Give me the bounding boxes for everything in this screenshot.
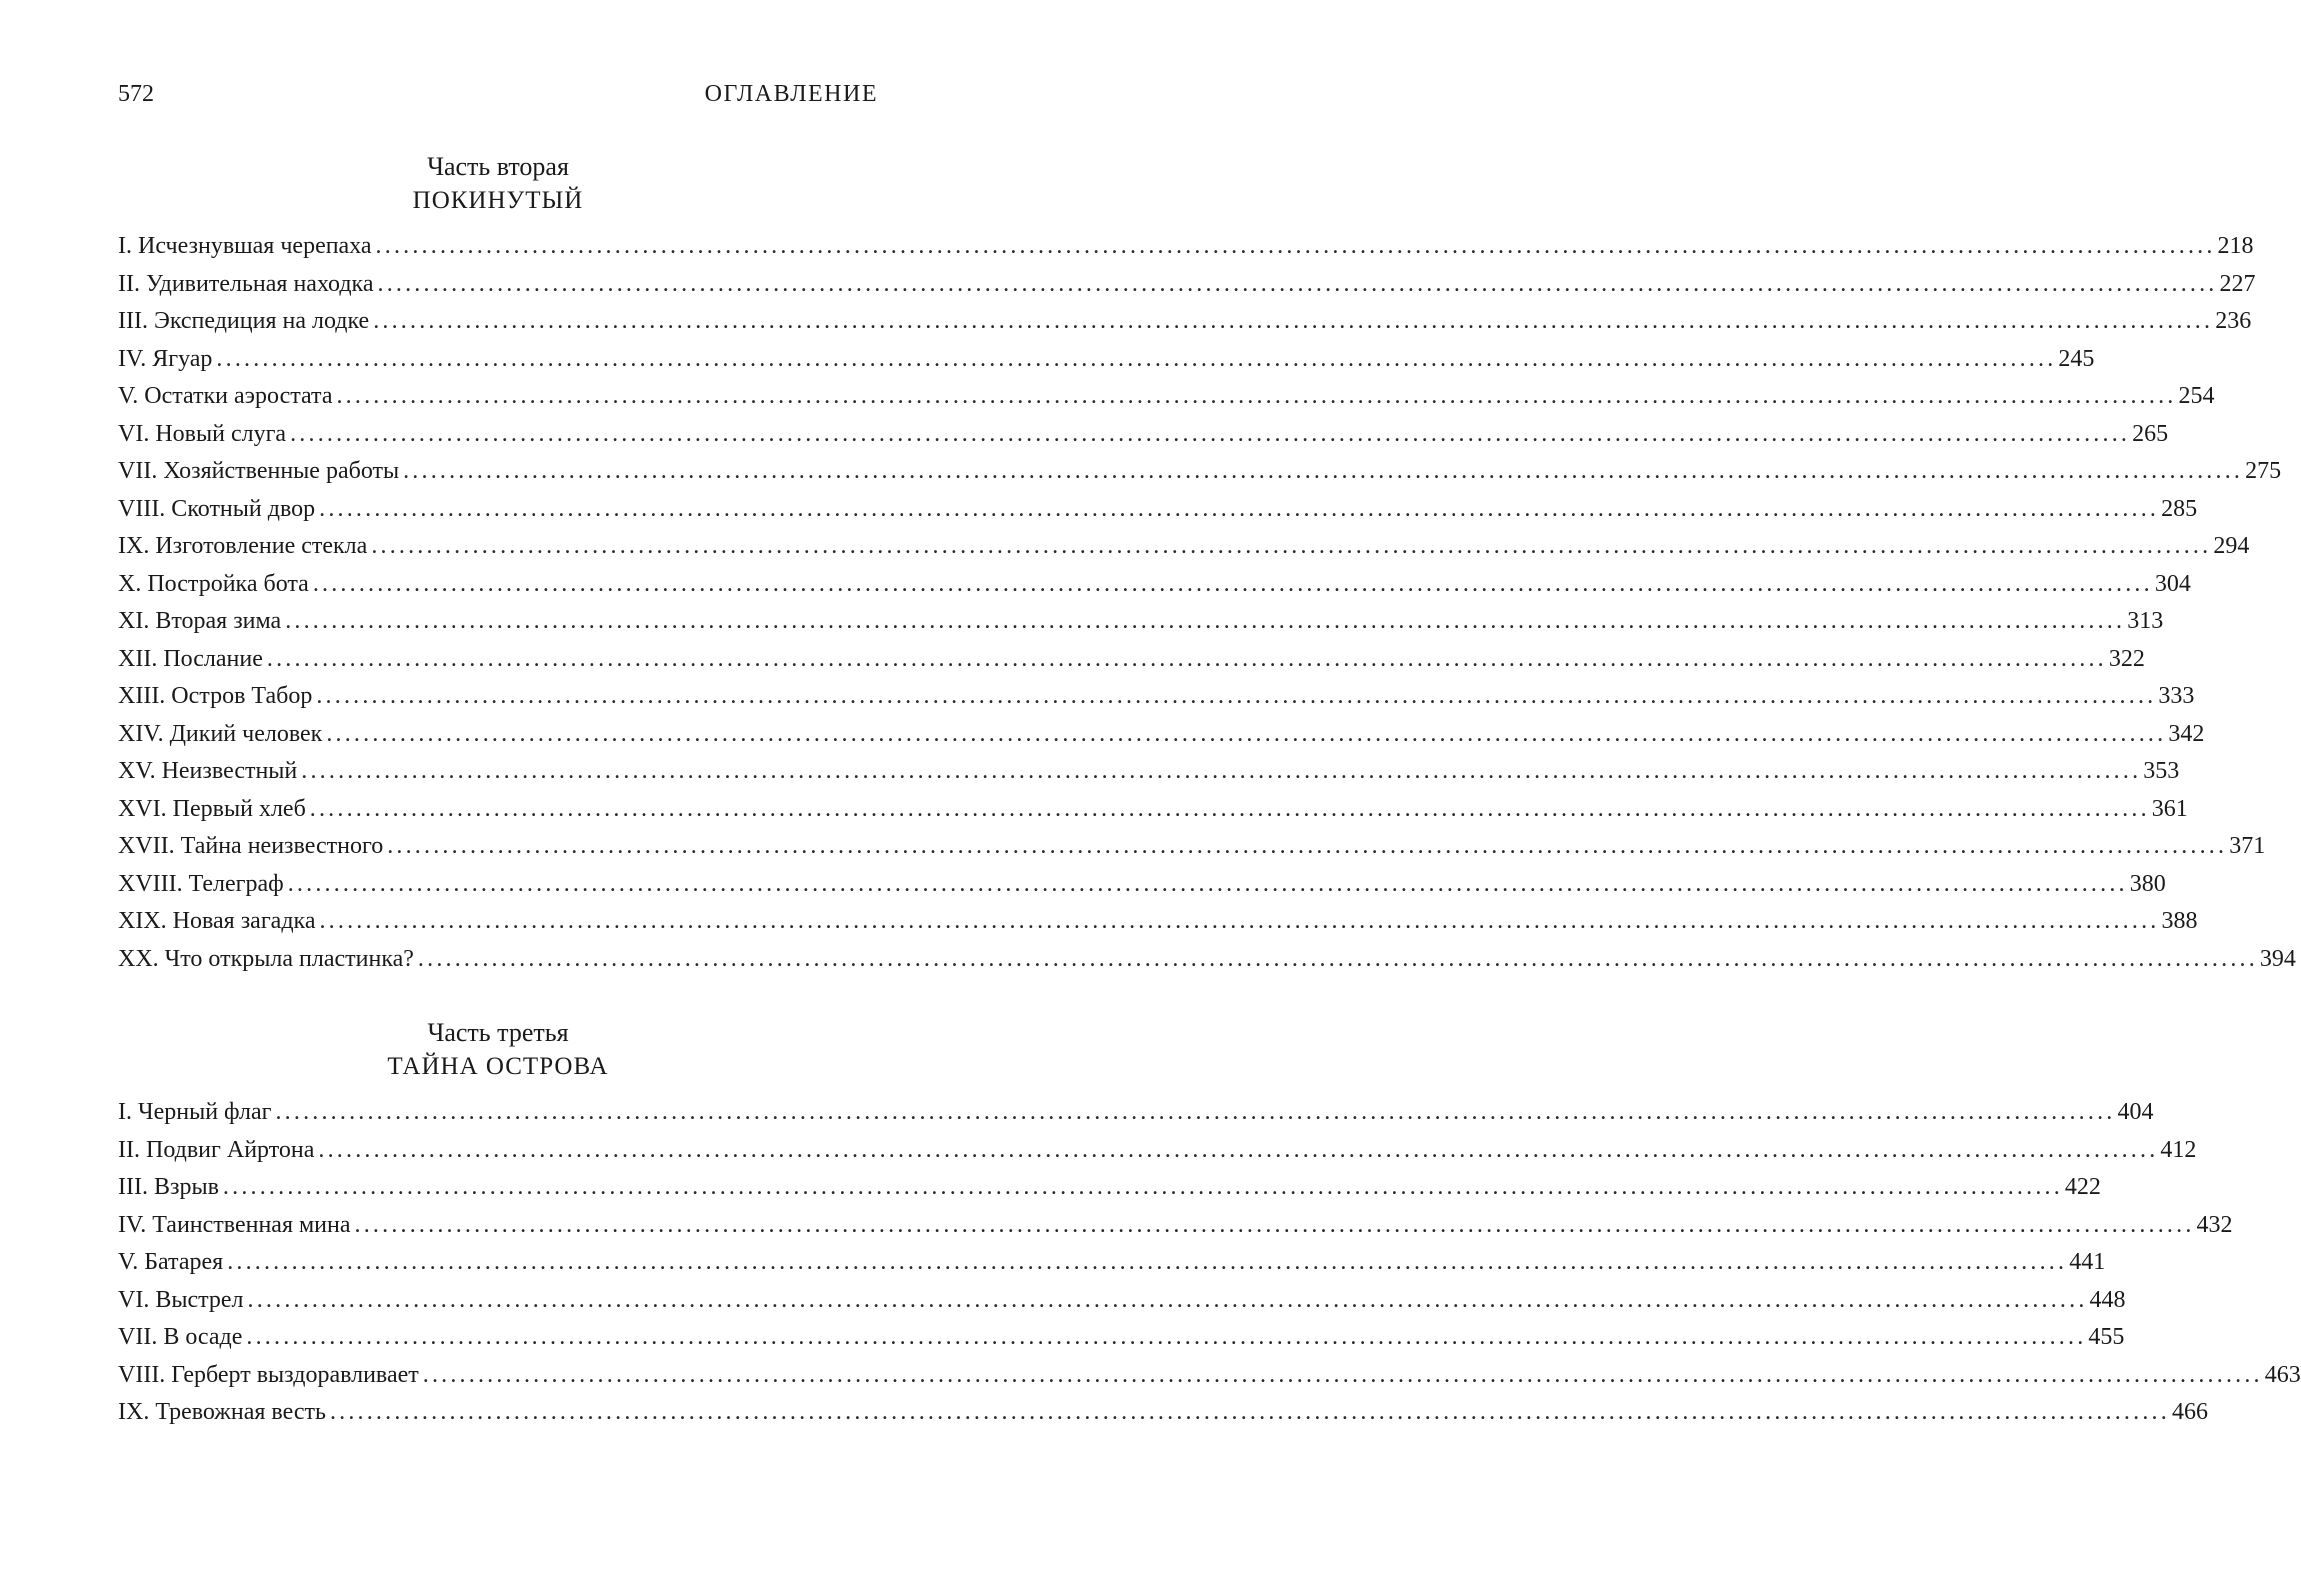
toc-entry	[118, 828, 2266, 866]
chapter-page-number: 380	[2129, 870, 2166, 897]
chapter-title: II. Подвиг Айртона	[118, 1136, 315, 1163]
part-subtitle: ПОКИНУТЫЙ	[412, 187, 584, 214]
chapter-title: VIII. Герберт выздоравливает	[118, 1361, 419, 1388]
running-title: ОГЛАВЛЕНИЕ	[704, 81, 878, 107]
chapter-title: V. Батарея	[118, 1249, 224, 1275]
dot-leader: ........................................................................................................................................................................................................	[216, 345, 2057, 372]
toc-entry	[118, 903, 2198, 941]
chapter-title: I. Исчезнувшая черепаха	[118, 233, 372, 259]
chapter-title: XVIII. Телеграф	[118, 870, 284, 897]
chapter-page-number: 388	[2161, 908, 2198, 934]
chapter-page-number: 463	[2264, 1361, 2301, 1388]
dot-leader: ........................................................................................................................................................................................................	[417, 945, 2258, 972]
toc-entry	[118, 1094, 2154, 1132]
part-subtitle: ТАЙНА ОСТРОВА	[387, 1053, 609, 1080]
chapter-page-number: 448	[2089, 1286, 2126, 1313]
chapter-title: XIV. Дикий человек	[118, 720, 323, 747]
dot-leader: ........................................................................................................................................................................................................	[275, 1099, 2116, 1125]
chapter-title: IV. Ягуар	[118, 345, 213, 372]
chapter-title: VII. Хозяйственные работы	[118, 458, 400, 484]
chapter-page-number: 333	[2158, 683, 2195, 709]
chapter-page-number: 353	[2143, 758, 2180, 784]
toc-entry	[118, 1132, 2197, 1170]
dot-leader: ........................................................................................................................................................................................................	[422, 1361, 2263, 1388]
chapter-title: VI. Выстрел	[118, 1286, 244, 1313]
chapter-title: XV. Неизвестный	[118, 758, 298, 784]
chapter-page-number: 466	[2171, 1399, 2208, 1425]
toc-section-part-three	[118, 1016, 2301, 1432]
chapter-title: XI. Вторая зима	[118, 608, 282, 634]
dot-leader: ........................................................................................................................................................................................................	[227, 1249, 2068, 1275]
toc-entry	[118, 303, 2252, 341]
dot-leader: ........................................................................................................................................................................................................	[326, 720, 2167, 747]
dot-leader: ........................................................................................................................................................................................................	[373, 308, 2214, 334]
dot-leader: ........................................................................................................................................................................................................	[336, 383, 2177, 409]
chapter-title: XX. Что открыла пластинка?	[118, 945, 414, 972]
dot-leader: ........................................................................................................................................................................................................	[329, 1399, 2170, 1425]
chapter-title: V. Остатки аэростата	[118, 383, 333, 409]
dot-leader: ........................................................................................................................................................................................................	[387, 833, 2228, 859]
chapter-page-number: 361	[2151, 795, 2188, 822]
dot-leader: ........................................................................................................................................................................................................	[222, 1174, 2063, 1200]
toc-entry	[118, 603, 2164, 641]
toc-entry	[118, 416, 2169, 454]
chapter-title: XVII. Тайна неизвестного	[118, 833, 384, 859]
toc-entry	[118, 1357, 2301, 1395]
dot-leader: ........................................................................................................................................................................................................	[316, 683, 2157, 709]
page-number: 572	[118, 81, 154, 107]
chapter-title: X. Постройка бота	[118, 570, 309, 597]
toc-entry	[118, 1169, 2101, 1207]
chapter-page-number: 342	[2168, 720, 2205, 747]
dot-leader: ........................................................................................................................................................................................................	[309, 795, 2150, 822]
chapter-page-number: 432	[2196, 1211, 2233, 1238]
toc-entry	[118, 716, 2205, 754]
toc-entry	[118, 866, 2166, 904]
chapter-title: I. Черный флаг	[118, 1099, 272, 1125]
dot-leader: ........................................................................................................................................................................................................	[375, 233, 2216, 259]
chapter-page-number: 455	[2088, 1324, 2125, 1350]
chapter-title: VIII. Скотный двор	[118, 495, 316, 522]
dot-leader: ........................................................................................................................................................................................................	[318, 1136, 2159, 1163]
dot-leader: ........................................................................................................................................................................................................	[319, 495, 2160, 522]
chapter-title: XVI. Первый хлеб	[118, 795, 306, 822]
dot-leader: ........................................................................................................................................................................................................	[312, 570, 2153, 597]
dot-leader: ........................................................................................................................................................................................................	[246, 1324, 2087, 1350]
chapter-title: IX. Изготовление стекла	[118, 533, 368, 559]
chapter-page-number: 218	[2217, 233, 2254, 259]
chapter-page-number: 371	[2229, 833, 2266, 859]
toc-entry	[118, 941, 2296, 979]
toc-list	[118, 1094, 2301, 1432]
dot-leader: ........................................................................................................................................................................................................	[247, 1286, 2088, 1313]
chapter-page-number: 227	[2219, 270, 2256, 297]
chapter-page-number: 304	[2154, 570, 2191, 597]
running-head	[118, 76, 878, 112]
part-heading: Часть третья	[427, 1018, 569, 1047]
chapter-page-number: 412	[2160, 1136, 2197, 1163]
chapter-page-number: 236	[2215, 308, 2252, 334]
chapter-title: III. Экспедиция на лодке	[118, 308, 370, 334]
toc-entry	[118, 753, 2180, 791]
toc-entry	[118, 266, 2256, 304]
part-heading: Часть вторая	[427, 152, 569, 181]
dot-leader: ........................................................................................................................................................................................................	[371, 533, 2212, 559]
chapter-title: VI. Новый слуга	[118, 420, 287, 447]
toc-entry	[118, 566, 2191, 604]
dot-leader: ........................................................................................................................................................................................................	[301, 758, 2142, 784]
toc-entry	[118, 528, 2250, 566]
chapter-page-number: 313	[2127, 608, 2164, 634]
toc-entry	[118, 641, 2145, 679]
toc-entry	[118, 1244, 2106, 1282]
chapter-page-number: 285	[2161, 495, 2198, 522]
dot-leader: ........................................................................................................................................................................................................	[403, 458, 2244, 484]
toc-entry	[118, 791, 2188, 829]
chapter-title: VII. В осаде	[118, 1324, 243, 1350]
chapter-title: IX. Тревожная весть	[118, 1399, 326, 1425]
chapter-page-number: 322	[2108, 645, 2145, 672]
toc-list	[118, 228, 2296, 978]
chapter-title: IV. Таинственная мина	[118, 1211, 351, 1238]
toc-section-part-two	[118, 150, 2296, 978]
book-page	[118, 0, 2301, 1587]
chapter-page-number: 245	[2058, 345, 2095, 372]
dot-leader: ........................................................................................................................................................................................................	[354, 1211, 2195, 1238]
toc-entry	[118, 678, 2195, 716]
dot-leader: ........................................................................................................................................................................................................	[285, 608, 2126, 634]
chapter-page-number: 404	[2117, 1099, 2154, 1125]
toc-entry	[118, 378, 2215, 416]
chapter-page-number: 275	[2245, 458, 2282, 484]
chapter-title: XIX. Новая загадка	[118, 908, 316, 934]
dot-leader: ........................................................................................................................................................................................................	[377, 270, 2218, 297]
toc-entry	[118, 228, 2254, 266]
chapter-page-number: 294	[2213, 533, 2250, 559]
toc-entry	[118, 1207, 2233, 1245]
chapter-page-number: 254	[2178, 383, 2215, 409]
dot-leader: ........................................................................................................................................................................................................	[290, 420, 2131, 447]
dot-leader: ........................................................................................................................................................................................................	[319, 908, 2160, 934]
dot-leader: ........................................................................................................................................................................................................	[266, 645, 2107, 672]
chapter-title: XIII. Остров Табор	[118, 683, 313, 709]
toc-entry	[118, 453, 2282, 491]
chapter-title: III. Взрыв	[118, 1174, 219, 1200]
dot-leader: ........................................................................................................................................................................................................	[287, 870, 2128, 897]
chapter-page-number: 394	[2259, 945, 2296, 972]
chapter-page-number: 422	[2064, 1174, 2101, 1200]
chapter-title: XII. Послание	[118, 645, 263, 672]
toc-entry	[118, 491, 2198, 529]
toc-entry	[118, 341, 2095, 379]
toc-entry	[118, 1282, 2126, 1320]
chapter-page-number: 441	[2069, 1249, 2106, 1275]
chapter-title: II. Удивительная находка	[118, 270, 374, 297]
toc-entry	[118, 1394, 2208, 1432]
chapter-page-number: 265	[2132, 420, 2169, 447]
toc-entry	[118, 1319, 2125, 1357]
